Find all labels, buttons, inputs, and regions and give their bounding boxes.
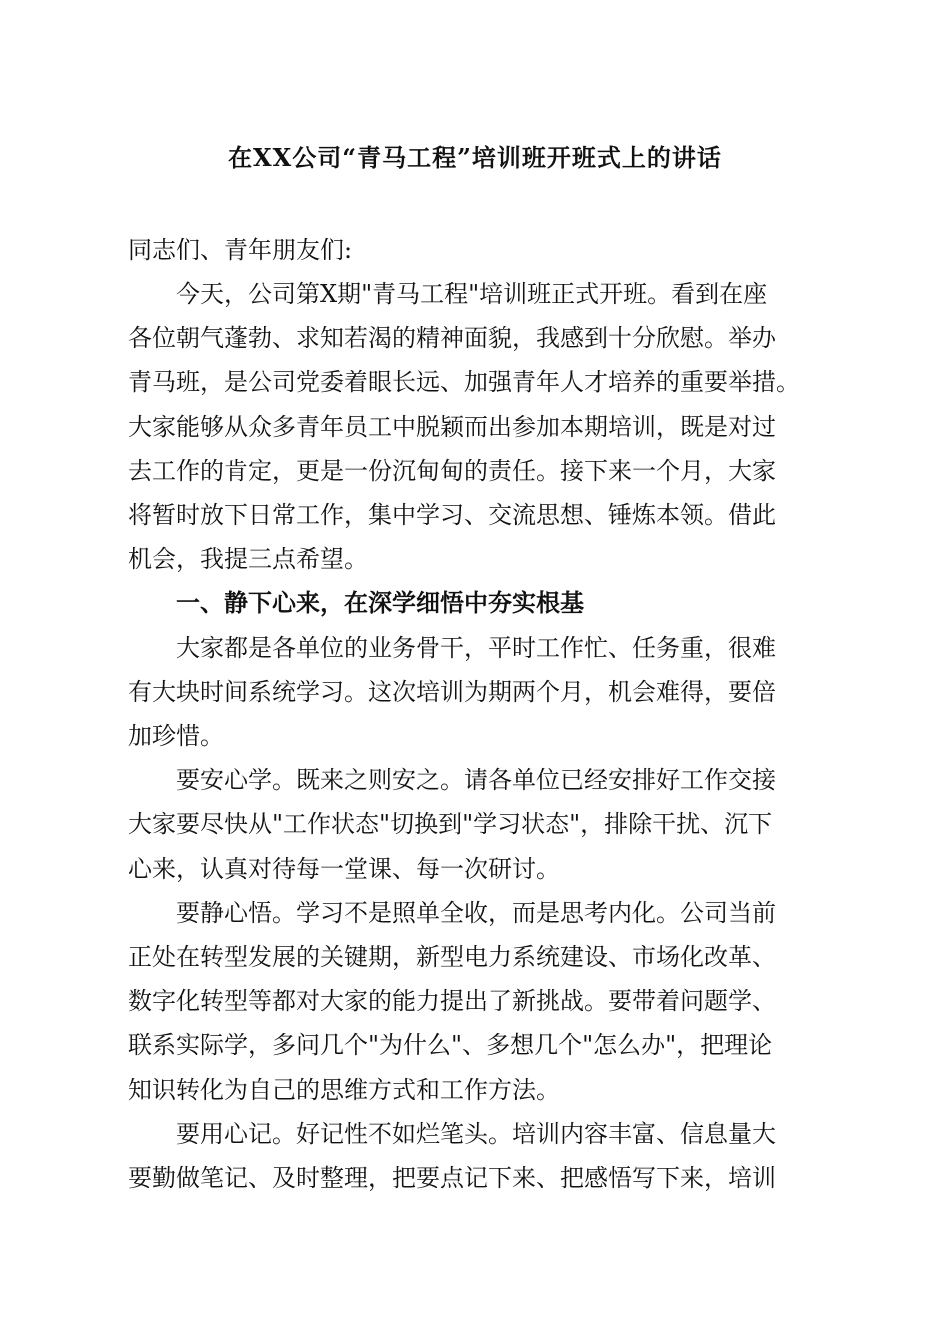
document-title: 在XX公司“青马工程”培训班开班式上的讲话	[228, 143, 722, 172]
text-line: 去工作的肯定，更是一份沉甸甸的责任。接下来一个月，大家	[128, 456, 776, 485]
section-heading: 一、静下心来，在深学细悟中夯实根基	[176, 588, 584, 618]
text-line: 机会，我提三点希望。	[128, 545, 368, 574]
text-line: 要安心学。既来之则安之。请各单位已经安排好工作交接	[176, 766, 776, 795]
salutation: 同志们、青年朋友们:	[128, 236, 353, 264]
document-body	[128, 272, 828, 1200]
text-line: 加珍惜。	[128, 722, 224, 751]
text-line: 大家能够从众多青年员工中脱颖而出参加本期培训，既是对过	[128, 412, 776, 441]
paragraph	[128, 891, 828, 1112]
text-line: 有大块时间系统学习。这次培训为期两个月，机会难得，要倍	[128, 677, 776, 706]
text-line: 联系实际学，多问几个"为什么"、多想几个"怎么办"，把理论	[128, 1031, 773, 1060]
text-line: 正处在转型发展的关键期，新型电力系统建设、市场化改革、	[128, 943, 776, 972]
text-line: 心来，认真对待每一堂课、每一次研讨。	[128, 854, 560, 883]
text-line: 将暂时放下日常工作，集中学习、交流思想、锤炼本领。借此	[128, 501, 776, 530]
text-line: 大家要尽快从"工作状态"切换到"学习状态"，排除干扰、沉下	[128, 810, 773, 839]
paragraph	[128, 758, 828, 891]
text-line: 大家都是各单位的业务骨干，平时工作忙、任务重，很难	[176, 633, 776, 662]
paragraph-intro	[128, 272, 828, 581]
text-line: 要用心记。好记性不如烂笔头。培训内容丰富、信息量大	[176, 1119, 776, 1148]
paragraph	[128, 626, 828, 759]
text-line: 各位朝气蓬勃、求知若渴的精神面貌，我感到十分欣慰。举办	[128, 324, 776, 353]
text-line: 数字化转型等都对大家的能力提出了新挑战。要带着问题学、	[128, 987, 776, 1016]
text-line: 知识转化为自己的思维方式和工作方法。	[128, 1075, 560, 1104]
text-line: 要静心悟。学习不是照单全收，而是思考内化。公司当前	[176, 898, 776, 927]
text-line: 要勤做笔记、及时整理，把要点记下来、把感悟写下来，培训	[128, 1164, 776, 1193]
paragraph	[128, 1112, 828, 1200]
text-line: 青马班，是公司党委着眼长远、加强青年人才培养的重要举措。	[128, 368, 800, 397]
text-line: 今天，公司第X期"青马工程"培训班正式开班。看到在座	[176, 280, 768, 308]
